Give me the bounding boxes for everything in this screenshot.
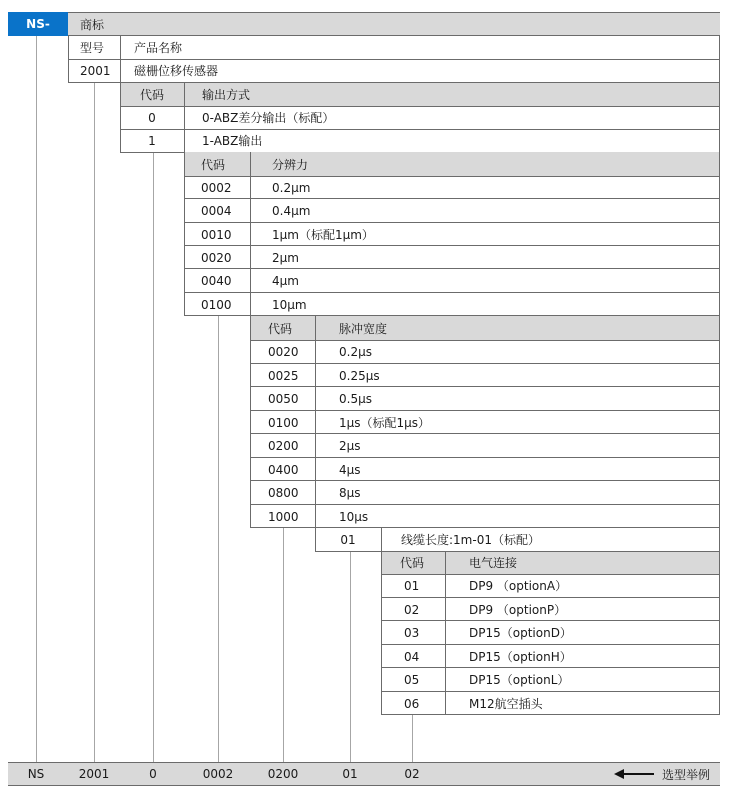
resolution-code-text: 0020 — [201, 250, 232, 265]
pulse-code — [251, 481, 315, 504]
output-title-header — [184, 83, 720, 106]
cable-code: 01 — [340, 532, 356, 547]
selection-example-value-text: 01 — [342, 767, 358, 781]
connector-connection — [412, 714, 413, 762]
pulse-desc — [315, 364, 720, 387]
pulse-desc-text: 0.25μs — [339, 368, 380, 383]
pulse-title: 脉冲宽度 — [339, 321, 388, 336]
pulse-code-label: 代码 — [268, 321, 293, 336]
resolution-code — [185, 176, 250, 199]
selection-example-value-text: 0002 — [202, 767, 234, 781]
pulse-desc — [315, 481, 720, 504]
resolution-desc-text: 4μm — [272, 273, 299, 288]
cable-code-cell — [315, 528, 381, 551]
selection-example-value-text: 2001 — [78, 767, 110, 781]
connection-code — [382, 598, 445, 621]
pulse-code-text: 0050 — [268, 391, 299, 406]
pulse-desc-text: 10μs — [339, 509, 369, 524]
connection-code-text: 05 — [404, 672, 420, 687]
selection-example-value-text: 02 — [404, 767, 420, 781]
model-value: 2001 — [80, 63, 111, 78]
selection-example-label-cell — [656, 762, 716, 786]
ns-prefix-badge — [8, 12, 68, 36]
output-row — [184, 106, 720, 129]
model-value-cell — [68, 59, 120, 82]
pulse-desc-text: 4μs — [339, 462, 361, 477]
trademark-label: 商标 — [80, 17, 105, 32]
pulse-desc-text: 1μs（标配1μs） — [339, 416, 431, 430]
output-desc: 1-ABZ输出 — [202, 134, 263, 148]
connector-ns — [36, 36, 37, 762]
selection-example-value — [258, 762, 308, 786]
pulse-desc-text: 0.5μs — [339, 391, 372, 406]
selection-example-value — [128, 762, 178, 786]
connection-code-text: 03 — [404, 625, 420, 640]
resolution-desc-text: 1μm（标配1μm） — [272, 228, 374, 242]
output-row — [184, 129, 720, 152]
connection-desc-text: DP15（optionH） — [469, 650, 572, 664]
connection-desc — [445, 645, 720, 668]
resolution-code — [185, 293, 250, 316]
resolution-code — [185, 246, 250, 269]
connection-code-text: 02 — [404, 602, 420, 617]
pulse-desc — [315, 505, 720, 528]
output-code: 0 — [148, 110, 156, 125]
pulse-code — [251, 434, 315, 457]
pulse-desc — [315, 434, 720, 457]
connection-desc-text: M12航空插头 — [469, 697, 543, 711]
connection-code-text: 06 — [404, 696, 420, 711]
pulse-code-text: 1000 — [268, 509, 299, 524]
selection-example-value-text: 0200 — [267, 767, 299, 781]
resolution-desc — [250, 176, 720, 199]
connection-title: 电气连接 — [469, 556, 518, 570]
resolution-code-text: 0100 — [201, 297, 232, 312]
pulse-code — [251, 505, 315, 528]
pulse-desc-text: 8μs — [339, 485, 361, 500]
pulse-code-text: 0100 — [268, 415, 299, 430]
pulse-code-text: 0400 — [268, 462, 299, 477]
connection-desc — [445, 598, 720, 621]
output-row — [120, 129, 184, 152]
connector-cable — [350, 551, 351, 762]
pulse-code — [251, 364, 315, 387]
connection-desc — [445, 692, 720, 715]
connection-code — [382, 668, 445, 691]
pulse-code-text: 0025 — [268, 368, 299, 383]
output-code: 1 — [148, 133, 156, 148]
pulse-code-text: 0200 — [268, 438, 299, 453]
connection-code — [382, 574, 445, 597]
connection-desc-text: DP15（optionD） — [469, 626, 572, 640]
pulse-desc — [315, 387, 720, 410]
output-desc: 0-ABZ差分输出（标配） — [202, 111, 335, 125]
connection-desc — [445, 621, 720, 644]
connection-desc-text: DP9 （optionA） — [469, 579, 568, 593]
connection-code — [382, 645, 445, 668]
pulse-code-text: 0020 — [268, 344, 299, 359]
model-label-cell — [68, 36, 120, 59]
arrow-left-icon — [614, 769, 654, 779]
connection-desc — [445, 668, 720, 691]
product-name-label: 产品名称 — [134, 41, 183, 55]
resolution-code-text: 0004 — [201, 203, 232, 218]
selection-example-value — [325, 762, 375, 786]
resolution-desc — [250, 223, 720, 246]
connector-output — [153, 152, 154, 762]
resolution-code — [185, 269, 250, 292]
connection-desc-text: DP15（optionL） — [469, 673, 570, 687]
pulse-desc — [315, 411, 720, 434]
connector-model — [94, 82, 95, 762]
pulse-title-header — [315, 316, 720, 340]
connection-code-header — [382, 551, 445, 574]
pulse-desc-text: 2μs — [339, 438, 361, 453]
resolution-desc — [250, 293, 720, 316]
connection-code — [382, 621, 445, 644]
resolution-code-text: 0040 — [201, 273, 232, 288]
cable-desc: 线缆长度:1m-01（标配） — [401, 533, 540, 547]
connection-code-label: 代码 — [400, 556, 425, 570]
connection-desc-text: DP9 （optionP） — [469, 603, 567, 617]
selection-example-value — [193, 762, 243, 786]
pulse-code-text: 0800 — [268, 485, 299, 500]
pulse-code — [251, 340, 315, 363]
connector-pulse — [283, 527, 284, 762]
resolution-code-header — [185, 152, 250, 176]
connection-title-header — [445, 551, 720, 574]
resolution-desc-text: 10μm — [272, 297, 307, 312]
resolution-desc-text: 0.2μm — [272, 180, 311, 195]
resolution-code-text: 0010 — [201, 227, 232, 242]
trademark-header — [68, 12, 720, 36]
output-code-label: 代码 — [139, 88, 164, 102]
model-label: 型号 — [80, 41, 105, 55]
connection-code — [382, 692, 445, 715]
product-name-cell — [120, 59, 720, 82]
connection-desc — [445, 574, 720, 597]
resolution-title-header — [250, 152, 720, 176]
selection-example-value-text: NS — [27, 767, 45, 781]
resolution-code-label: 代码 — [201, 157, 226, 172]
output-title: 输出方式 — [202, 88, 251, 102]
output-code-header — [120, 83, 184, 106]
pulse-code — [251, 387, 315, 410]
selection-example-value — [11, 762, 61, 786]
selection-example-value-text: 0 — [149, 767, 157, 781]
pulse-code-header — [251, 316, 315, 340]
selection-example-arrow — [612, 762, 656, 786]
connector-resolution — [218, 316, 219, 762]
product-name: 磁栅位移传感器 — [134, 64, 219, 78]
ns-prefix-text: NS- — [26, 17, 50, 31]
selection-example-value — [387, 762, 437, 786]
product-name-label-cell — [120, 36, 720, 59]
resolution-desc-text: 0.4μm — [272, 203, 311, 218]
output-row — [120, 106, 184, 129]
connection-code-text: 04 — [404, 649, 420, 664]
pulse-desc — [315, 458, 720, 481]
cable-desc-cell — [381, 528, 720, 551]
resolution-title: 分辨力 — [272, 157, 309, 172]
pulse-code — [251, 411, 315, 434]
resolution-code — [185, 223, 250, 246]
resolution-code — [185, 199, 250, 222]
selection-example-label: 选型举例 — [661, 767, 710, 782]
pulse-desc-text: 0.2μs — [339, 344, 372, 359]
resolution-desc — [250, 199, 720, 222]
pulse-desc — [315, 340, 720, 363]
resolution-code-text: 0002 — [201, 180, 232, 195]
selection-example-value — [69, 762, 119, 786]
connection-code-text: 01 — [404, 578, 420, 593]
resolution-desc — [250, 269, 720, 292]
resolution-desc-text: 2μm — [272, 250, 299, 265]
pulse-code — [251, 458, 315, 481]
resolution-desc — [250, 246, 720, 269]
